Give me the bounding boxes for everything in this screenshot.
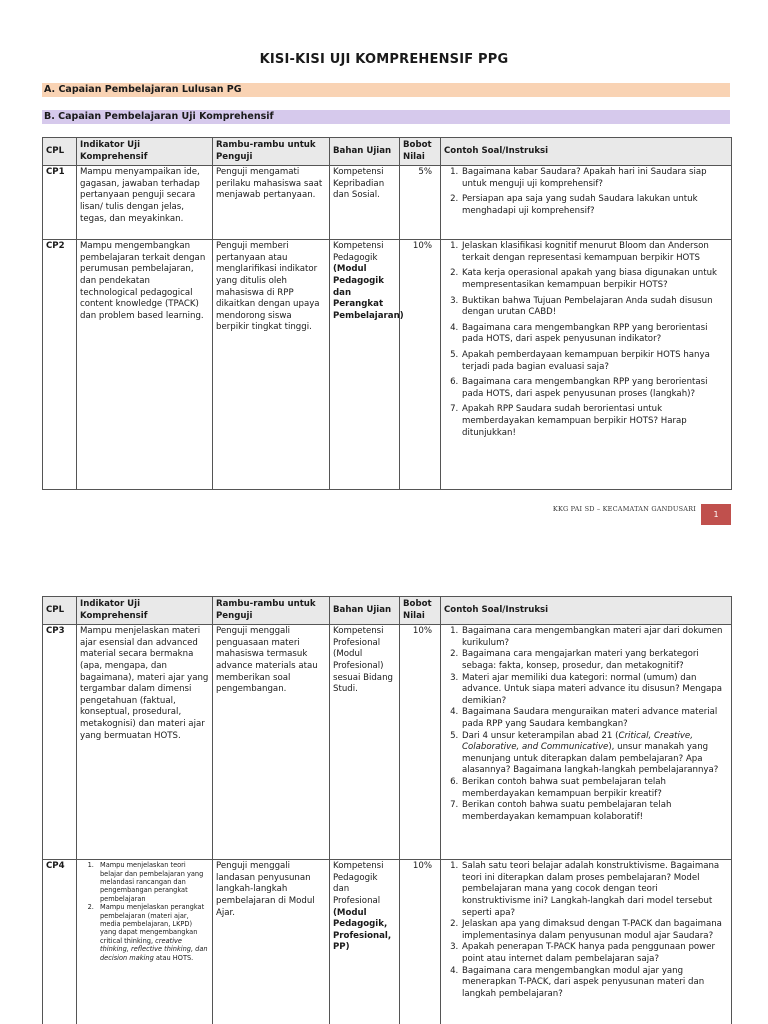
question-item: 1. Bagaimana cara mengembangkan materi ajar dari dokumen kurikulum? [461, 626, 728, 649]
kisi-table-page-2 [42, 596, 732, 1024]
question-item: 2. Bagaimana cara mengajarkan materi yang berkategori sebaga: fakta, konsep, prosedur, dan metakognitif? [461, 649, 728, 672]
cell-contoh [441, 166, 732, 240]
cell-bobot: 10% [400, 625, 441, 860]
header-rambu: Rambu-rambu untuk Penguji [213, 597, 330, 625]
cell-indikator: Mampu mengembangkan pembelajaran terkait dengan perumusan pembelajaran, dan pendekatan technological pedagogical content knowledge (TPACK) dan problem based learning. [77, 240, 213, 490]
question-item: 1. Bagaimana kabar Saudara? Apakah hari ini Saudara siap untuk menguji uji komprehensif? [461, 167, 728, 190]
page-number-badge: 1 [701, 504, 731, 525]
indikator-italic-text: creative thinking, reflective thinking, dan decision making [100, 936, 208, 962]
cell-bahan: Kompetensi Kepribadian dan Sosial. [330, 166, 400, 240]
header-cpl: CPL [43, 138, 77, 166]
header-contoh: Contoh Soal/Instruksi [441, 597, 732, 625]
section-b-heading: B. Capaian Pembelajaran Uji Komprehensif [42, 110, 730, 124]
header-rambu: Rambu-rambu untuk Penguji [213, 138, 330, 166]
section-a-heading: A. Capaian Pembelajaran Lulusan PG [42, 83, 730, 97]
question-item: 7. Berikan contoh bahwa suatu pembelajaran telah memberdayakan kemampuan kolaboratif! [461, 800, 728, 823]
cell-cpl: CP3 [43, 625, 77, 860]
table-row-cp4 [43, 860, 732, 1024]
question-item [461, 731, 728, 777]
cell-bahan [330, 240, 404, 490]
indikator-item: 1. Mampu menjelaskan teori belajar dan pembelajaran yang melandasi rancangan dan pengembangan perangkat pembelajaran [96, 861, 209, 903]
footer-label: KKG PAI SD – KECAMATAN GANDUSARI [552, 505, 696, 513]
question-text: ), unsur manakah yang menunjang untuk diterapkan dalam pembelajaran? Apa alasannya? Bagaimana langkah-langkah pembelajarannya? [462, 742, 719, 776]
question-item: 2. Jelaskan apa yang dimaksud dengan T-PACK dan bagaimana implementasinya dalam penyusunan modul ajar Saudara? [461, 919, 728, 942]
cell-cpl: CP1 [43, 166, 77, 240]
question-item: 3. Materi ajar memiliki dua kategori: normal (umum) dan advance. Untuk siapa materi advance itu disusun? Mengapa demikian? [461, 673, 728, 708]
header-indikator: Indikator Uji Komprehensif [77, 138, 213, 166]
question-italic-text: Critical, Creative, Colaborative, and Communicative [462, 730, 693, 753]
page-2 [0, 580, 768, 1024]
question-item: 4. Bagaimana Saudara menguraikan materi advance material pada RPP yang Saudara kembangkan? [461, 707, 728, 730]
cell-contoh [441, 240, 732, 490]
question-text: Dari 4 unsur keterampilan abad 21 ( [462, 730, 619, 741]
cell-bobot: 10% [400, 860, 441, 1024]
question-item: 4. Bagaimana cara mengembangkan modul ajar yang menerapkan T-PACK, dari aspek penyusunan materi dan langkah pembelajaran? [461, 966, 728, 1001]
header-indikator: Indikator Uji Komprehensif [77, 597, 213, 625]
question-item: 6. Berikan contoh bahwa suat pembelajaran telah memberdayakan kemampuan berpikir kreatif? [461, 777, 728, 800]
table-header-row [43, 138, 732, 166]
indikator-item [96, 903, 209, 962]
indikator-text: Mampu menjelaskan perangkat pembelajaran (materi ajar, media pembelajaran, LKPD) yang dapat mengembangkan critical thinking, [100, 903, 205, 945]
cell-contoh [441, 860, 732, 1024]
bahan-text: Kompetensi Pedagogik dan Profesional [333, 861, 384, 906]
bahan-text: Kompetensi Pedagogik [333, 241, 384, 263]
question-item: 3. Buktikan bahwa Tujuan Pembelajaran Anda sudah disusun dengan urutan CABD! [461, 296, 728, 319]
question-item: 4. Bagaimana cara mengembangkan RPP yang berorientasi pada HOTS, dari aspek penyusunan indikator? [461, 323, 728, 346]
header-bahan: Bahan Ujian [330, 597, 400, 625]
cell-indikator: Mampu menyampaikan ide, gagasan, jawaban terhadap pertanyaan penguji secara lisan/ tulis dengan jelas, tegas, dan meyakinkan. [77, 166, 213, 240]
document-title: KISI-KISI UJI KOMPREHENSIF PPG [259, 52, 509, 67]
question-item: 1. Jelaskan klasifikasi kognitif menurut Bloom dan Anderson terkait dengan representasi kemampuan berpikir HOTS [461, 241, 728, 264]
question-item: 7. Apakah RPP Saudara sudah berorientasi untuk memberdayakan kemampuan berpikir HOTS? Harap ditunjukkan! [461, 404, 728, 439]
question-item: 6. Bagaimana cara mengembangkan RPP yang berorientasi pada HOTS, dari aspek penyusunan proses (langkah)? [461, 377, 728, 400]
table-row-cp1 [43, 166, 732, 240]
cell-bobot: 5% [400, 166, 441, 240]
header-contoh: Contoh Soal/Instruksi [441, 138, 732, 166]
table-row-cp3 [43, 625, 732, 860]
page-gap [0, 540, 768, 580]
question-item: 3. Apakah penerapan T-PACK hanya pada penggunaan power point atau internet dalam pembelajaran saja? [461, 942, 728, 965]
kisi-table-page-1 [42, 137, 732, 490]
header-bobot: Bobot Nilai [400, 597, 441, 625]
table-header-row [43, 597, 732, 625]
cell-cpl: CP2 [43, 240, 77, 490]
header-bahan: Bahan Ujian [330, 138, 400, 166]
header-bobot: Bobot Nilai [400, 138, 441, 166]
cell-bahan [330, 860, 400, 1024]
cell-rambu: Penguji memberi pertanyaan atau menglarifikasi indikator yang ditulis oleh mahasiswa di RPP dikaitkan dengan upaya mendorong siswa berpikir tingkat tinggi. [213, 240, 330, 490]
cell-bahan: Kompetensi Profesional (Modul Profesional) sesuai Bidang Studi. [330, 625, 400, 860]
bahan-bold-text: (Modul Pedagogik dan Perangkat Pembelajaran) [333, 264, 404, 321]
cell-cpl: CP4 [43, 860, 77, 1024]
cell-rambu: Penguji mengamati perilaku mahasiswa saat menjawab pertanyaan. [213, 166, 330, 240]
cell-indikator [77, 860, 213, 1024]
cell-indikator: Mampu menjelaskan materi ajar esensial dan advanced material secara bermakna (apa, mengapa, dan bagaimana), materi ajar yang tergambar dalam dimensi pengetahuan (faktual, konseptual, prosedural, metakognisi) dan materi ajar yang bermuatan HOTS. [77, 625, 213, 860]
table-row-cp2 [43, 240, 732, 490]
cell-rambu: Penguji menggali penguasaan materi mahasiswa termasuk advance materials atau memberikan soal pengembangan. [213, 625, 330, 860]
cell-rambu: Penguji menggali landasan penyusunan langkah-langkah pembelajaran di Modul Ajar. [213, 860, 330, 1024]
indikator-text: atau HOTS. [153, 953, 194, 962]
cell-bobot: 10% [400, 240, 441, 490]
question-item: 2. Kata kerja operasional apakah yang biasa digunakan untuk mempresentasikan kemampuan berpikir HOTS? [461, 268, 728, 291]
question-item: 1. Salah satu teori belajar adalah konstruktivisme. Bagaimana teori ini diterapkan dalam proses pembelajaran? Model pembelajaran mana yang cocok dengan teori konstruktivisme ini? Langkah-langkah dari model tersebut seperti apa? [461, 861, 728, 919]
bahan-bold-text: (Modul Pedagogik, Profesional, PP) [333, 907, 392, 953]
question-item: 2. Persiapan apa saja yang sudah Saudara lakukan untuk menghadapi uji komprehensif? [461, 194, 728, 217]
question-item: 5. Apakah pemberdayaan kemampuan berpikir HOTS hanya terjadi pada bagian evaluasi saja? [461, 350, 728, 373]
header-cpl: CPL [43, 597, 77, 625]
cell-contoh [441, 625, 732, 860]
